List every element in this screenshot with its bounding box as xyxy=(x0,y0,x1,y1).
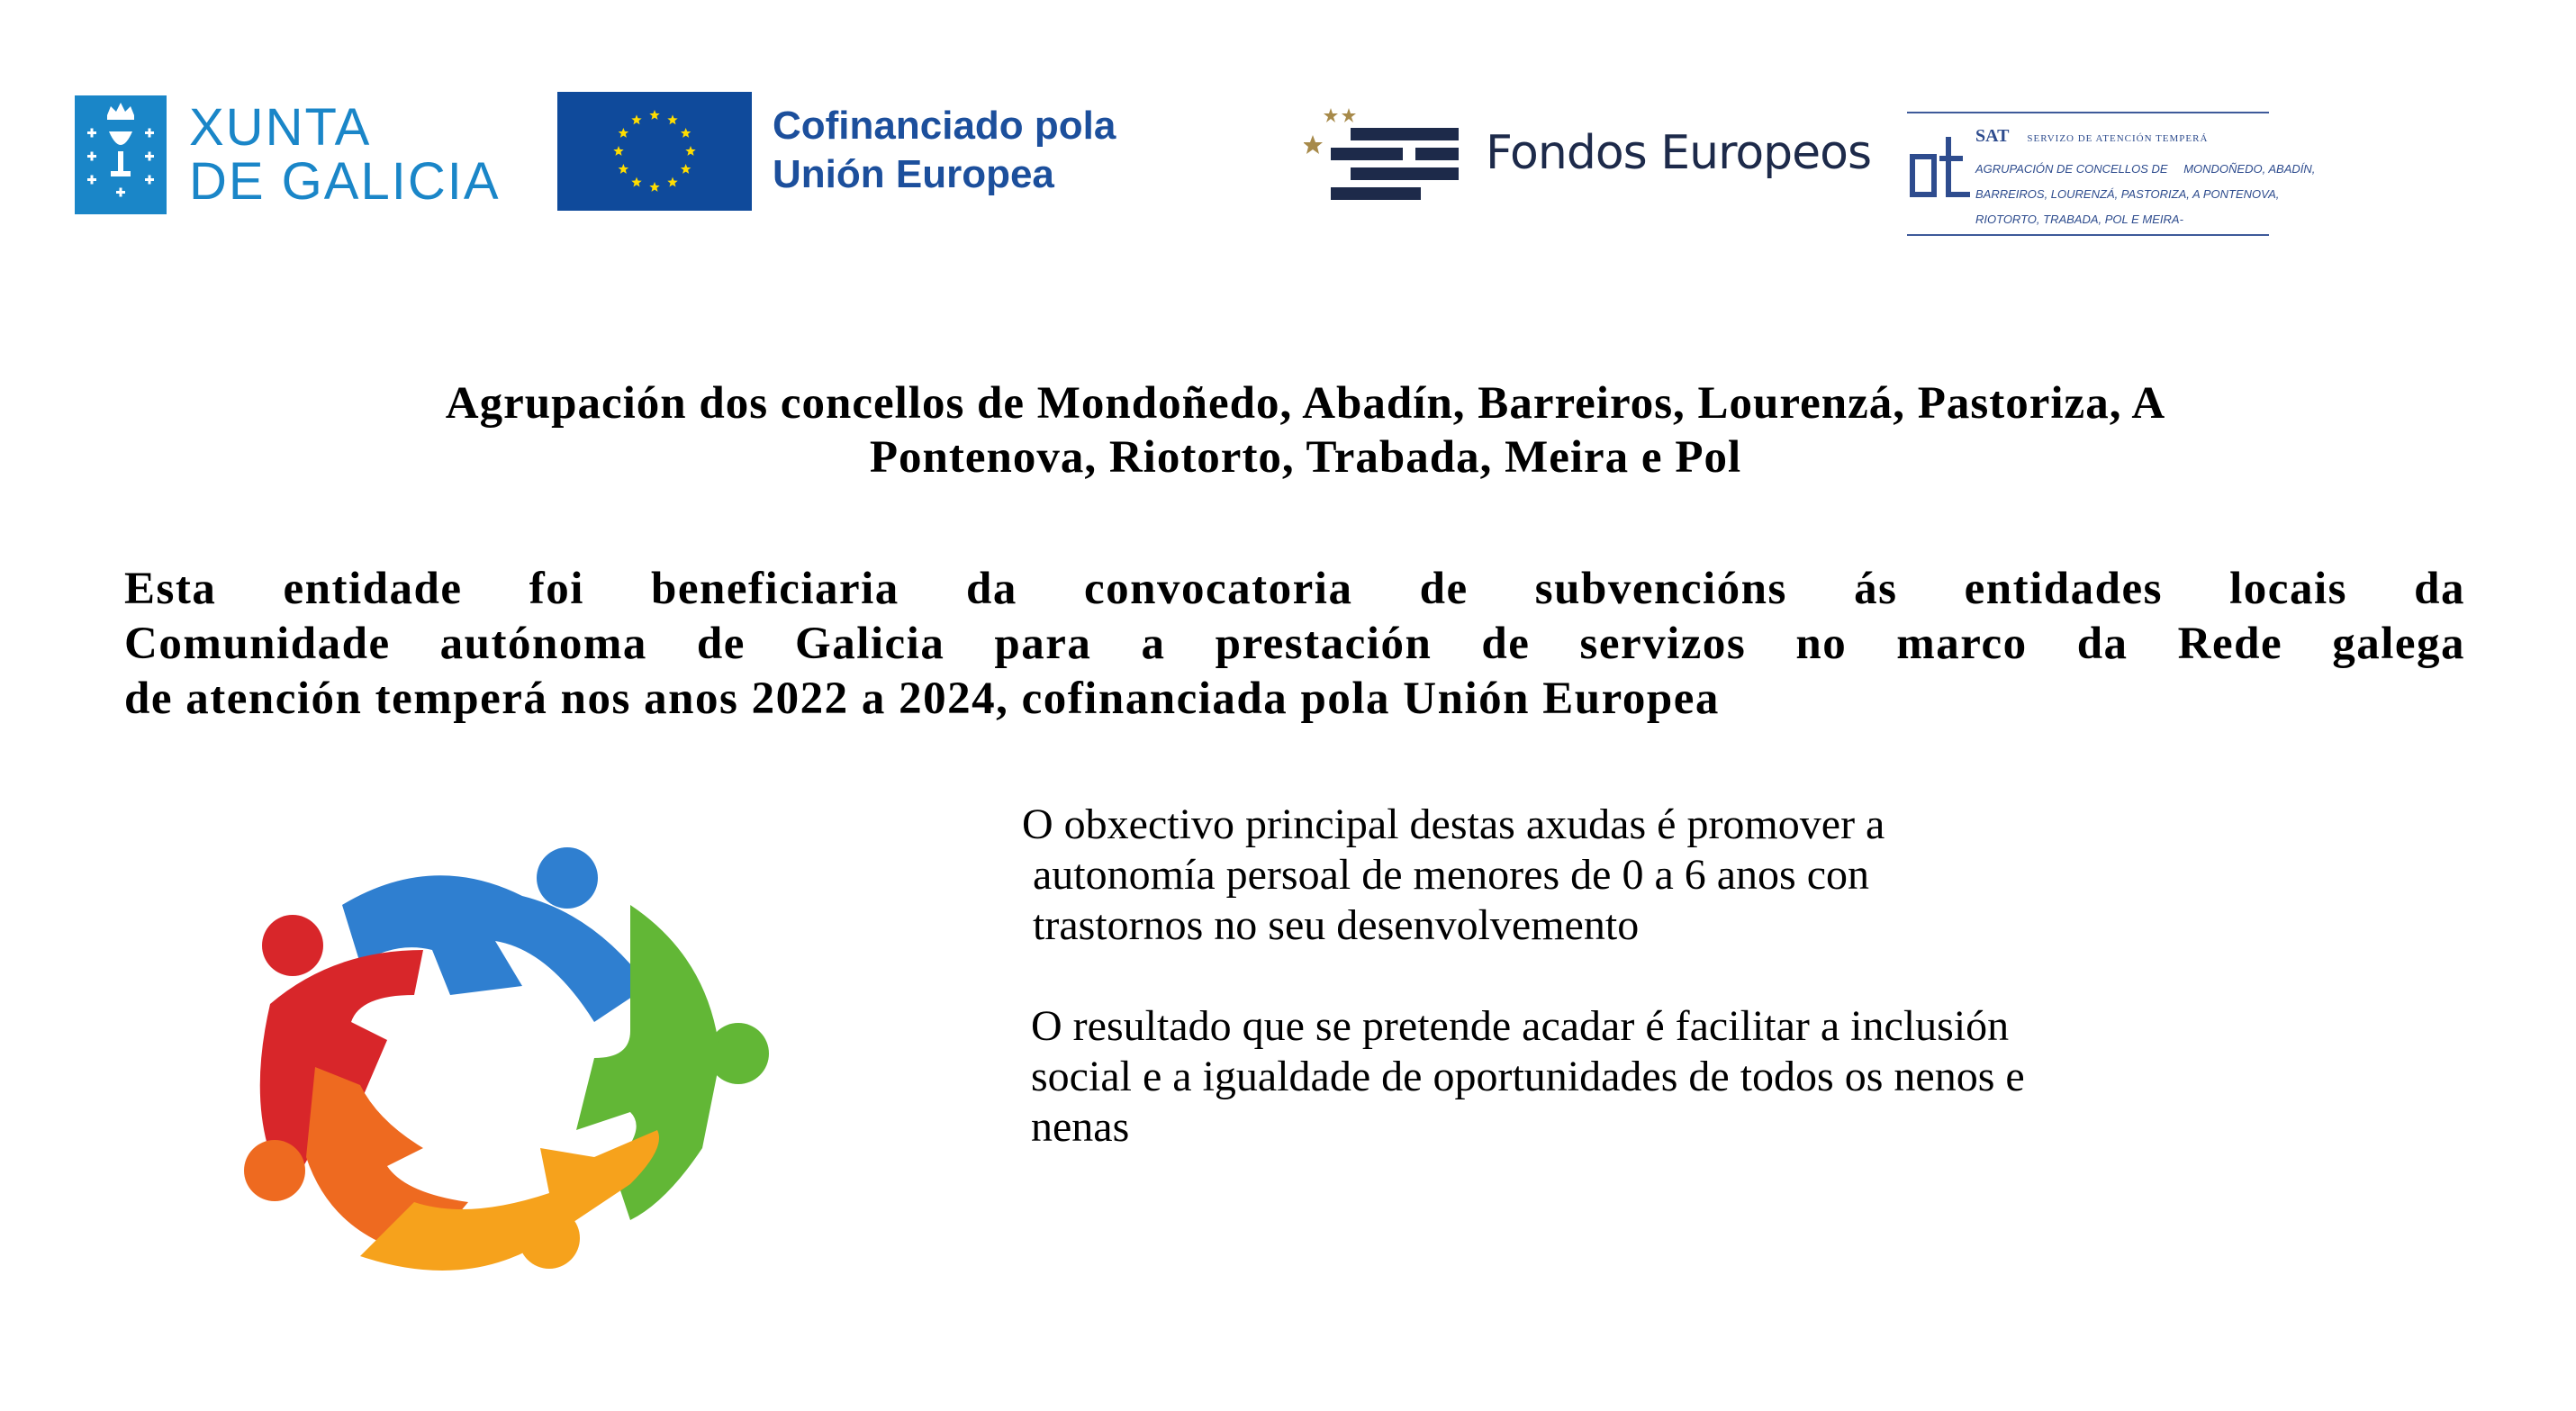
objective-line2: autonomía persoal de menores de 0 a 6 anos con xyxy=(1033,851,1870,899)
sat-subtitle: SERVIZO DE ATENCIÓN TEMPERÁ xyxy=(2027,133,2209,144)
heading-line2: Pontenova, Riotorto, Trabada, Meira e Pol xyxy=(869,432,1742,483)
sat-logo xyxy=(1907,112,2316,236)
result-line2: social e a igualdade de oportunidades de todos os nenos e xyxy=(1031,1053,2025,1100)
sat-logo-icon xyxy=(1907,131,1972,200)
people-circle-icon xyxy=(126,770,846,1337)
objective-paragraph xyxy=(1022,800,1885,951)
sat-acronym: SAT xyxy=(1975,126,2010,146)
result-paragraph xyxy=(1031,1001,2025,1153)
xunta-line1: XUNTA xyxy=(189,98,372,157)
fondos-europeos-stripes-icon xyxy=(1304,101,1466,207)
intro-line1: Esta entidade foi beneficiaria da convocatoria de subvencións ás entidades locais da xyxy=(124,564,2465,614)
objective-line1: O obxectivo principal destas axudas é promover a xyxy=(1022,800,1885,848)
sat-line2: BARREIROS, LOURENZÁ, PASTORIZA, A PONTENOVA, xyxy=(1975,187,2280,201)
result-line3: nenas xyxy=(1031,1103,1130,1151)
eu-line2: Unión Europea xyxy=(773,152,1054,196)
fondos-europeos-label: Fondos Europeos xyxy=(1486,126,1872,180)
intro-paragraph xyxy=(124,562,2465,727)
sat-line3: RIOTORTO, TRABADA, POL E MEIRA- xyxy=(1975,213,2183,226)
sat-line1 xyxy=(1975,162,2315,176)
objective-line3: trastornos no seu desenvolvemento xyxy=(1033,901,1640,949)
sat-line1-a: AGRUPACIÓN DE CONCELLOS DE xyxy=(1975,162,2168,176)
heading-line1: Agrupación dos concellos de Mondoñedo, Abadín, Barreiros, Lourenzá, Pastoriza, A xyxy=(445,378,2166,429)
eu-cofinancing-text xyxy=(773,102,1116,199)
eu-line1: Cofinanciado pola xyxy=(773,104,1116,148)
page-heading xyxy=(135,376,2476,484)
xunta-line2: DE GALICIA xyxy=(189,152,501,211)
result-line1: O resultado que se pretende acadar é facilitar a inclusión xyxy=(1031,1002,2010,1050)
xunta-galicia-chalice-icon xyxy=(75,95,167,214)
intro-line2: Comunidade autónoma de Galicia para a prestación de servizos no marco da Rede galega xyxy=(124,619,2465,669)
xunta-logo-text xyxy=(189,98,501,211)
sat-line1-b: MONDOÑEDO, ABADÍN, xyxy=(2183,162,2316,176)
intro-line3: de atención temperá nos anos 2022 a 2024, cofinanciada pola Unión Europea xyxy=(124,674,1720,724)
sat-title xyxy=(1975,126,2208,147)
eu-flag-icon xyxy=(557,92,752,211)
